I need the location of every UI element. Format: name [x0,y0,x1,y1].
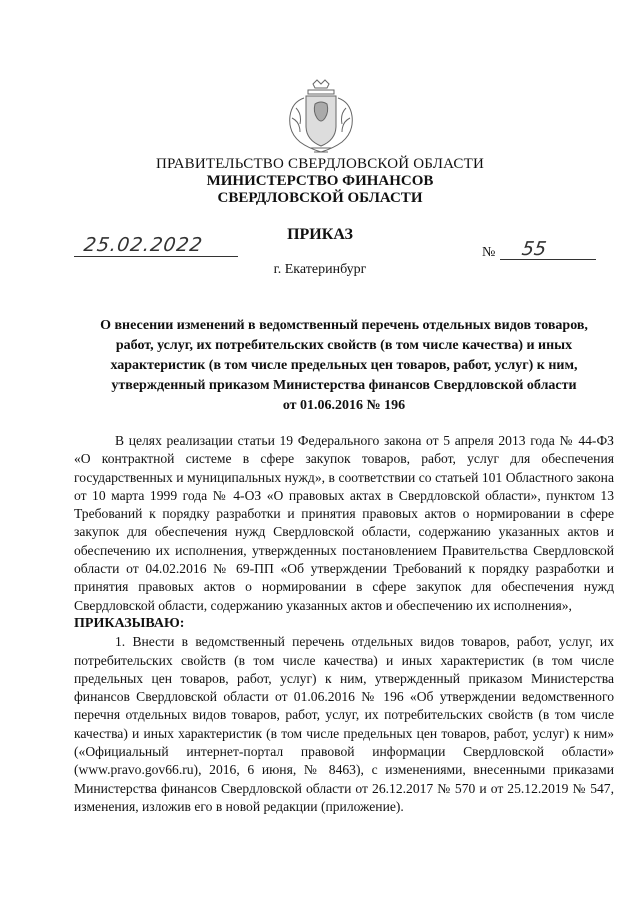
ministry-title: МИНИСТЕРСТВО ФИНАНСОВ [206,173,434,189]
title-line: утвержденный приказом Министерства финансов Свердловской области [111,378,577,393]
order-command: ПРИКАЗЫВАЮ: [74,615,185,631]
preamble-paragraph: В целях реализации статьи 19 Федерального закона от 5 апреля 2013 года № 44-ФЗ «О контрактной системе в сфере закупок товаров, работ, услуг для обеспечения государственных и муниципальных нужд», в соответствии со статьей 101 Областного закона от 10 марта 1999 года № 4-ОЗ «О правовых актах в Свердловской области», пунктом 13 Требований к порядку разработки и принятия правовых актов о нормировании в сфере закупок для обеспечения нужд Свердловской области, содержанию указанных актов и обеспечению их исполнения, утвержденных постановлением Правительства Свердловской области от 04.02.2016 № 69-ПП «Об утверждении Требований к порядку разработки и принятия правовых актов о нормировании в сфере закупок для обеспечения нужд Свердловской области, содержанию указанных актов и обеспечению их исполнения», [74,433,614,613]
item-1-paragraph: 1. Внести в ведомственный перечень отдельных видов товаров, работ, услуг, их потребительских свойств (в том числе качества) и иных характеристик (в том числе предельных цен товаров, работ, услуг) к ним, утвержденный приказом Министерства финансов Свердловской области от 01.06.2016 № 196 «Об утверждении ведомственного перечня отдельных видов товаров, работ, услуг, их потребительских свойств (в том числе качества) и иных характеристик (в том числе предельных цен товаров, работ, услуг) к ним» («Официальный интернет-портал правовой информации Свердловской области» (www.pravo.gov66.ru), 2016, 6 июня, № 8463), с изменениями, внесенными приказами Министерства финансов Свердловской области от 26.12.2017 № 570 и от 25.12.2019 № 547, изменения, изложив его в новой редакции (приложение). [74,634,614,814]
document-title [72,316,616,416]
title-line: от 01.06.2016 № 196 [282,398,406,413]
title-line: О внесении изменений в ведомственный перечень отдельных видов товаров, [100,318,588,333]
document-body [74,432,614,816]
city: г. Екатеринбург [273,262,367,277]
number-label: № [482,245,496,260]
title-line: работ, услуг, их потребительских свойств (в том числе качества) и иных [115,338,573,353]
title-line: характеристик (в том числе предельных цен товаров, работ, услуг) к ним, [110,358,578,373]
government-title: ПРАВИТЕЛЬСТВО СВЕРДЛОВСКОЙ ОБЛАСТИ [155,156,485,172]
handwritten-date: 25.02.2022 [82,234,205,256]
document-type: ПРИКАЗ [287,226,353,243]
region-title: СВЕРДЛОВСКОЙ ОБЛАСТИ [217,190,423,206]
handwritten-number: 55 [520,238,548,260]
coat-of-arms-emblem-icon [282,78,360,158]
number-underline [500,259,596,260]
date-underline [74,256,238,257]
